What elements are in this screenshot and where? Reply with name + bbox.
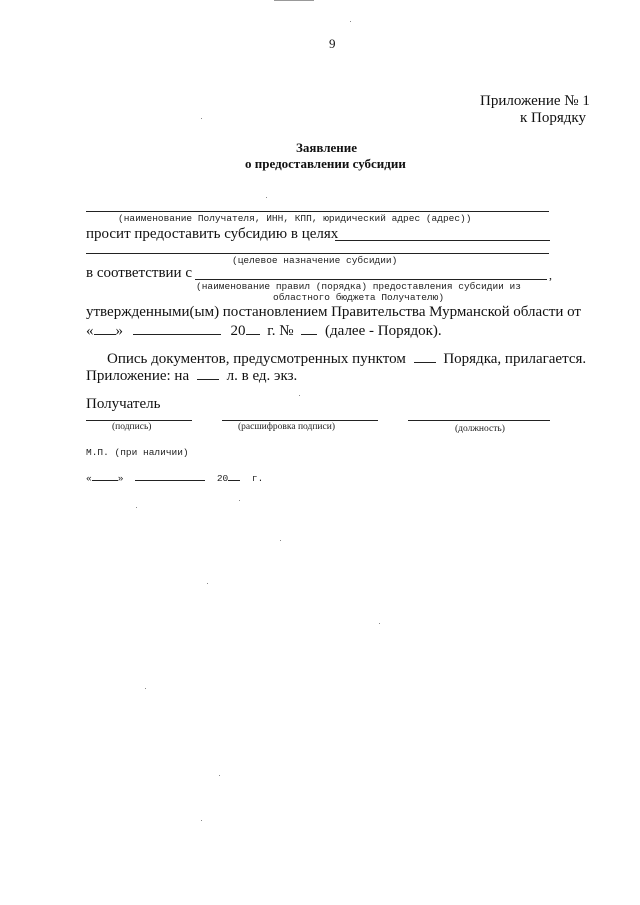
appendix-line-2: к Порядку	[520, 110, 586, 126]
asks-text: просит предоставить субсидию в целях	[86, 226, 339, 242]
rules-line	[195, 279, 547, 280]
purpose-line-1	[335, 240, 550, 241]
sign-year-blank	[228, 470, 240, 481]
approved-word-1: утвержденными(ым)	[86, 304, 220, 320]
signature-caption: (подпись)	[112, 422, 152, 432]
approved-word-5: области	[513, 304, 564, 320]
scan-speck	[201, 118, 202, 119]
approved-line	[86, 304, 581, 321]
recipient-name-line	[86, 211, 549, 212]
scan-speck	[207, 583, 208, 584]
top-edge-mark	[274, 0, 314, 1]
scan-speck	[145, 688, 146, 689]
purpose-caption: (целевое назначение субсидии)	[232, 255, 398, 266]
title-line-2: о предоставлении субсидии	[245, 156, 406, 171]
decoding-caption: (расшифровка подписи)	[238, 422, 335, 432]
recipient-label: Получатель	[86, 396, 161, 412]
month-blank	[133, 322, 221, 335]
appendix-line-1: Приложение № 1	[480, 93, 590, 109]
sign-day-blank	[92, 470, 118, 481]
approved-word-6: от	[567, 304, 581, 320]
inventory-line: Опись документов, предусмотренных пунктом Порядка, прилагается.	[107, 351, 587, 367]
rules-caption-1: (наименование правил (порядка) предоставления субсидии из	[196, 281, 521, 292]
day-blank	[94, 322, 116, 335]
signature-line	[86, 420, 192, 421]
title-line-1: Заявление	[296, 140, 358, 155]
approved-word-3: Правительства	[331, 304, 426, 320]
purpose-line-2	[86, 253, 549, 254]
scan-speck	[239, 500, 240, 501]
stamp-label: М.П. (при наличии)	[86, 447, 189, 458]
position-line	[408, 420, 550, 421]
scan-speck	[266, 197, 267, 198]
rules-comma: ,	[549, 268, 552, 282]
recipient-caption: (наименование Получателя, ИНН, КПП, юридический адрес (адрес))	[118, 213, 472, 224]
decree-number-blank	[301, 322, 317, 335]
sign-month-blank	[135, 470, 205, 481]
scan-speck	[219, 775, 220, 776]
approved-word-2: постановлением	[222, 304, 328, 320]
scan-speck	[280, 540, 281, 541]
scan-speck	[379, 623, 380, 624]
according-text: в соответствии с	[86, 265, 192, 281]
rules-caption-2: областного бюджета Получателю)	[273, 292, 445, 303]
position-caption: (должность)	[455, 424, 505, 434]
decree-date-line: « » 20 г. № (далее - Порядок).	[86, 323, 442, 339]
decoding-line	[222, 420, 378, 421]
sheets-blank	[197, 367, 219, 380]
approved-word-4: Мурманской	[429, 304, 510, 320]
scan-speck	[136, 507, 137, 508]
clause-blank	[414, 350, 436, 363]
scan-speck	[299, 395, 300, 396]
attachment-line: Приложение: на л. в ед. экз.	[86, 368, 298, 384]
page-number: 9	[329, 36, 336, 51]
scan-speck	[201, 820, 202, 821]
year-blank	[246, 322, 260, 335]
sign-date-line: « » 20 г.	[86, 470, 263, 484]
scan-speck	[350, 21, 351, 22]
